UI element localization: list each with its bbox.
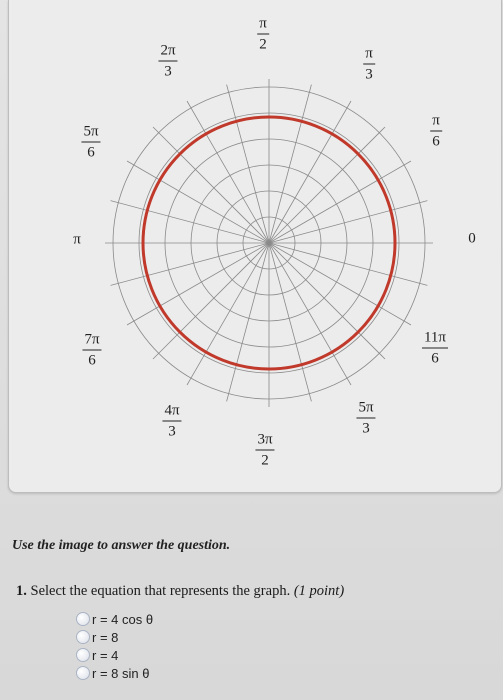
grid-ray xyxy=(269,243,427,285)
polar-grid xyxy=(105,79,433,407)
answer-options xyxy=(76,610,153,682)
question-points: (1 point) xyxy=(293,583,345,599)
option-label: r = 4 xyxy=(92,647,119,663)
angle-label-pi-over-2: π 2 xyxy=(259,15,267,52)
grid-ray xyxy=(269,127,385,243)
grid-ray xyxy=(111,201,269,243)
radio-button[interactable] xyxy=(76,666,90,680)
radio-button[interactable] xyxy=(76,648,90,662)
angle-label-3pi-over-2: 3π 2 xyxy=(257,431,273,468)
option-label: r = 8 xyxy=(92,629,119,645)
grid-ray xyxy=(153,127,269,243)
angle-label-2pi-over-3: 2π 3 xyxy=(160,42,176,79)
polar-graph xyxy=(9,0,501,492)
grid-ray xyxy=(269,243,385,359)
angle-label-4pi-over-3: 4π 3 xyxy=(164,402,180,439)
option-r-4cos[interactable] xyxy=(76,610,153,628)
radio-button[interactable] xyxy=(76,630,90,644)
grid-ray xyxy=(227,85,269,243)
grid-ray xyxy=(269,243,311,401)
angle-label-pi: π xyxy=(73,231,81,248)
question-number: 1. xyxy=(16,583,27,599)
option-r-4[interactable] xyxy=(76,646,153,664)
option-label: r = 4 cos θ xyxy=(92,611,154,627)
question-text: Select the equation that represents the graph. xyxy=(30,583,291,599)
radio-button[interactable] xyxy=(76,612,90,626)
angle-label-5pi-over-3: 5π 3 xyxy=(358,399,374,436)
grid-ray xyxy=(269,85,311,243)
option-r-8[interactable] xyxy=(76,628,153,646)
angle-label-0: 0 xyxy=(468,230,476,247)
grid-ray xyxy=(111,243,269,285)
grid-ray xyxy=(269,201,427,243)
grid-ray xyxy=(227,243,269,401)
angle-label-5pi-over-6: 5π 6 xyxy=(83,123,99,160)
option-r-8sin[interactable] xyxy=(76,664,153,682)
angle-label-11pi-over-6: 11π 6 xyxy=(423,329,447,366)
grid-ray xyxy=(153,243,269,359)
angle-label-pi-over-6: π 6 xyxy=(432,112,440,149)
polar-graph-card xyxy=(8,0,502,493)
angle-label-pi-over-3: π 3 xyxy=(365,45,373,82)
option-label: r = 8 sin θ xyxy=(92,665,150,681)
instruction-text: Use the image to answer the question. xyxy=(12,538,231,553)
question-prompt xyxy=(16,583,344,600)
angle-label-7pi-over-6: 7π 6 xyxy=(84,331,100,368)
